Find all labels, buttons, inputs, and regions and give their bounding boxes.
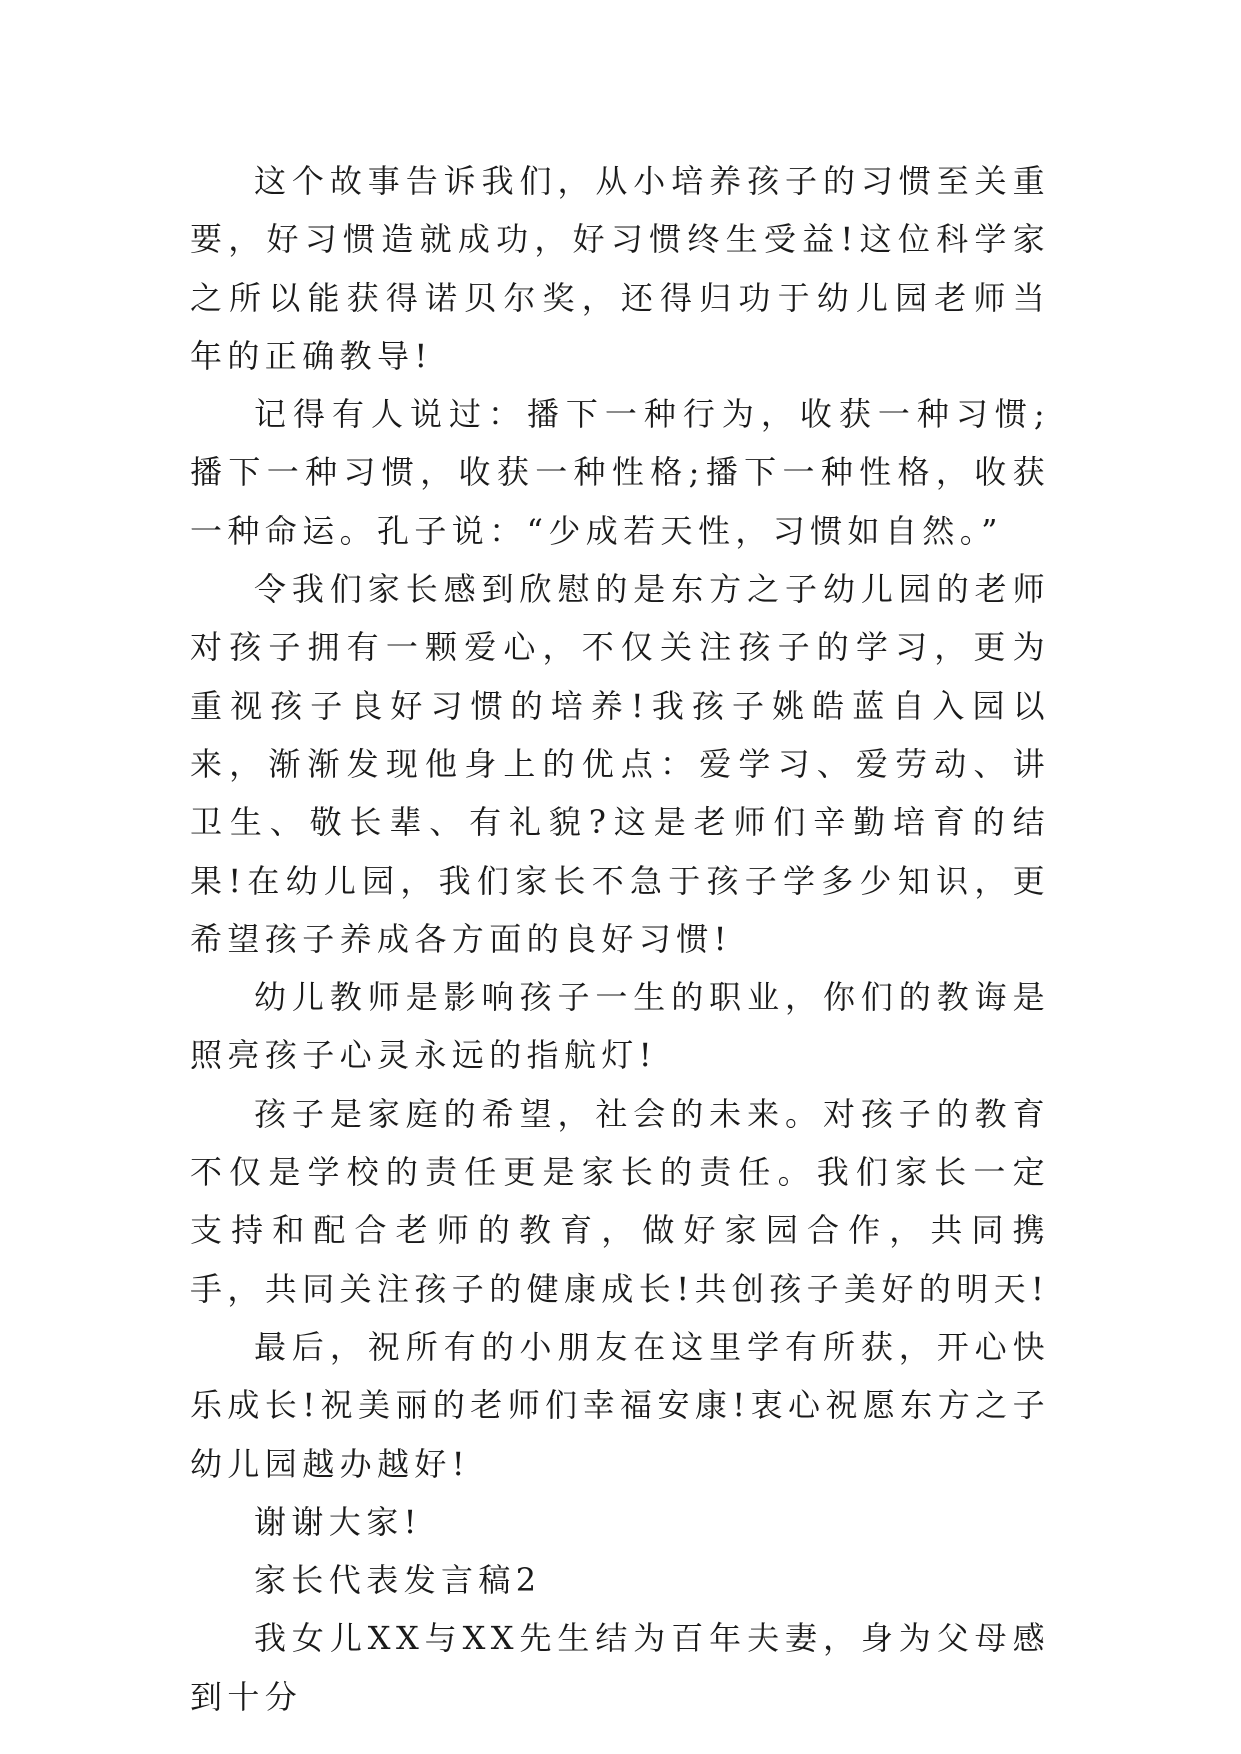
paragraph-habit-quote: 记得有人说过：播下一种行为，收获一种习惯;播下一种习惯，收获一种性格;播下一种性格，收获一种命运。孔子说：“少成若天性，习惯如自然。” [190, 395, 1050, 550]
paragraph-thanks: 谢谢大家! [254, 1502, 422, 1541]
document-body [190, 152, 1050, 1726]
paragraph-wedding-opening: 我女儿XX与XX先生结为百年夫妻，身为父母感到十分 [190, 1619, 1050, 1716]
paragraph-closing-wishes: 最后，祝所有的小朋友在这里学有所获，开心快乐成长!祝美丽的老师们幸福安康!衷心祝愿东方之子幼儿园越办越好! [190, 1327, 1050, 1483]
section-heading: 家长代表发言稿2 [254, 1561, 542, 1600]
paragraph-family-cooperation: 孩子是家庭的希望，社会的未来。对孩子的教育不仅是学校的责任更是家长的责任。我们家长一定支持和配合老师的教育，做好家园合作，共同携手，共同关注孩子的健康成长!共创孩子美好的明天! [190, 1094, 1050, 1308]
paragraph-teacher-career: 幼儿教师是影响孩子一生的职业，你们的教诲是照亮孩子心灵永远的指航灯! [190, 978, 1050, 1075]
paragraph-kindergarten-praise: 令我们家长感到欣慰的是东方之子幼儿园的老师对孩子拥有一颗爱心，不仅关注孩子的学习，更为重视孩子良好习惯的培养!我孩子姚皓蓝自入园以来，渐渐发现他身上的优点：爱学习、爱劳动、讲卫生、敬长辈、有礼貌?这是老师们辛勤培育的结果!在幼儿园，我们家长不急于孩子学多少知识，更希望孩子养成各方面的良好习惯! [190, 570, 1050, 958]
paragraph-story-lesson: 这个故事告诉我们，从小培养孩子的习惯至关重要，好习惯造就成功，好习惯终生受益!这位科学家之所以能获得诺贝尔奖，还得归功于幼儿园老师当年的正确教导! [190, 162, 1050, 375]
